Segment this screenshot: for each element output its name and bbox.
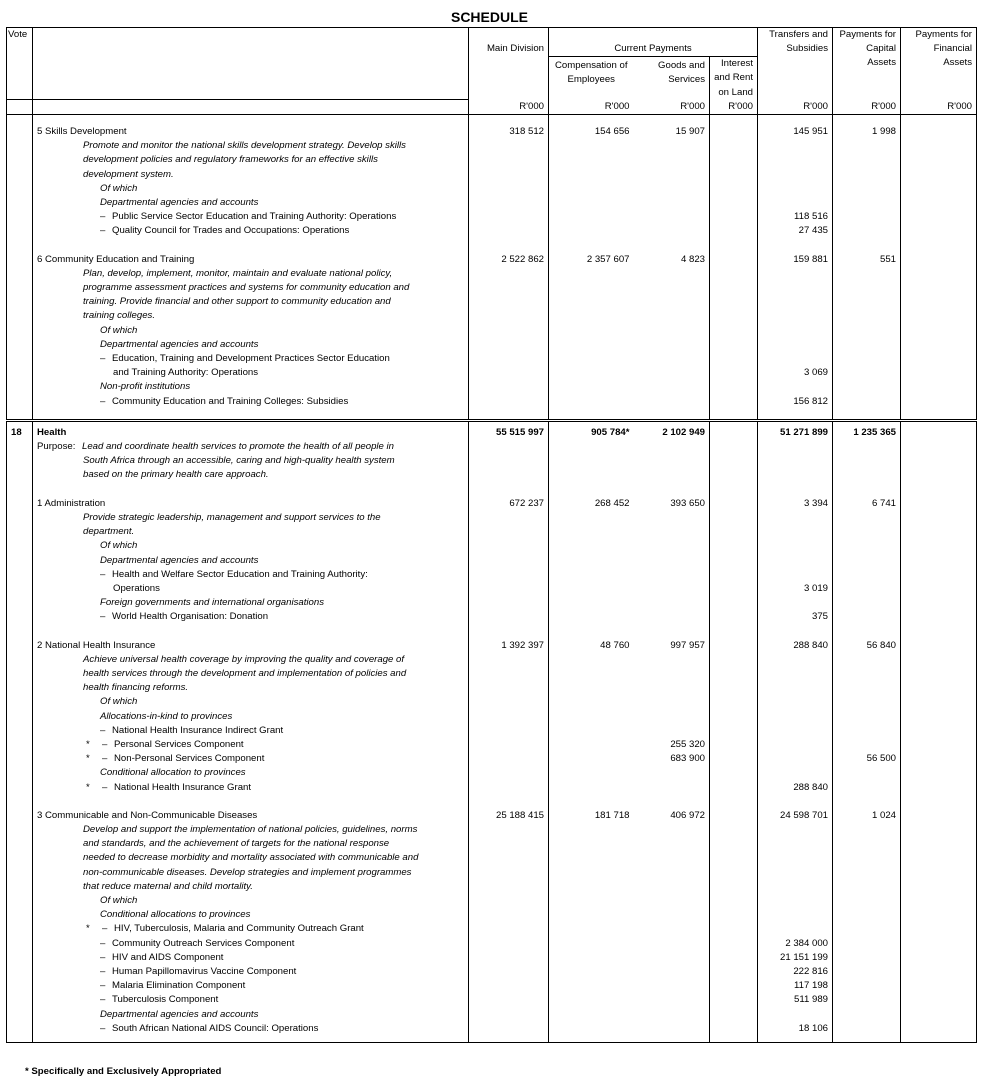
vote-row	[7, 426, 977, 440]
goods-value: 406 972	[670, 809, 705, 821]
table-row	[7, 596, 977, 610]
row-label: Of which	[33, 324, 469, 338]
row-label: development system.	[33, 168, 469, 182]
table-row	[7, 267, 977, 281]
spacer-row	[7, 239, 977, 253]
row-label: Develop and support the implementation of national policies, guidelines, norms	[33, 823, 469, 837]
table-row	[7, 653, 977, 667]
row-label: 6 Community Education and Training	[33, 253, 469, 267]
purpose-label: Purpose:	[37, 441, 76, 453]
row-label: Non-profit institutions	[33, 380, 469, 394]
table-row: – South African National AIDS Council: Operations 18 106	[7, 1022, 977, 1036]
unit-label: R'000	[634, 100, 710, 115]
transfers-value: 24 598 701	[758, 809, 833, 823]
table-row: – Health and Welfare Sector Education and Training Authority:	[7, 568, 977, 582]
table-row	[7, 454, 977, 468]
table-row	[7, 153, 977, 167]
row-label: Community Education and Training Colleges: Subsidies	[112, 395, 349, 407]
row-label: Departmental agencies and accounts	[33, 196, 469, 210]
row-label: Foreign governments and international organisations	[33, 596, 469, 610]
capital-header: Payments for Capital Assets	[833, 28, 901, 100]
goods-value: 4 823	[680, 253, 705, 265]
table-row: * – HIV, Tuberculosis, Malaria and Community Outreach Grant	[7, 922, 977, 936]
table-row: * – National Health Insurance Grant 288 840	[7, 781, 977, 795]
table-row	[7, 695, 977, 709]
capital-value: 56 500	[833, 752, 901, 766]
transfers-value: 511 989	[758, 993, 833, 1007]
financial-header: Payments for Financial Assets	[901, 28, 977, 100]
table-row: – National Health Insurance Indirect Grant	[7, 724, 977, 738]
table-row: – Community Outreach Services Component 2 384 000	[7, 937, 977, 951]
unit-label: R'000	[710, 100, 758, 115]
table-row: * – Personal Services Component 255 320	[7, 738, 977, 752]
main-division-value: 672 237	[469, 497, 549, 511]
row-label: South Africa through an accessible, caring and high-quality health system	[33, 454, 469, 468]
row-label: National Health Insurance Indirect Grant	[112, 724, 284, 736]
spacer-row	[7, 115, 977, 126]
row-label: Conditional allocations to provinces	[33, 908, 469, 922]
row-label: and standards, and the achievement of targets for the national response	[33, 837, 469, 851]
row-label: Departmental agencies and accounts	[33, 338, 469, 352]
transfers-value: 288 840	[758, 781, 833, 795]
capital-value: 1 998	[833, 125, 901, 139]
row-label: development policies and regulatory frameworks for an effective skills	[33, 153, 469, 167]
row-label: programme assessment practices and systems for community education and	[33, 281, 469, 295]
table-row	[7, 468, 977, 482]
appropriation-star: *	[86, 753, 90, 765]
compensation-value: 154 656	[594, 126, 630, 138]
table-row	[7, 366, 977, 380]
table-row	[7, 525, 977, 539]
table-row	[7, 182, 977, 196]
appropriation-star: *	[86, 923, 90, 935]
row-label: Tuberculosis Component	[112, 994, 219, 1006]
spacer-row	[7, 795, 977, 809]
unit-label: R'000	[469, 100, 549, 115]
row-label: Of which	[33, 539, 469, 553]
transfers-value: 3 394	[758, 497, 833, 511]
row-label: non-communicable diseases. Develop strategies and implement programmes	[33, 866, 469, 880]
transfers-value: 3 019	[758, 582, 833, 596]
row-label: Health	[33, 426, 469, 440]
row-label: National Health Insurance Grant	[114, 781, 252, 793]
table-row	[7, 440, 977, 454]
row-label: HIV and AIDS Component	[112, 951, 224, 963]
interest-header: Interest and Rent on Land	[710, 57, 758, 100]
table-row	[7, 823, 977, 837]
row-label: Conditional allocation to provinces	[33, 766, 469, 780]
row-label: 5 Skills Development	[33, 125, 469, 139]
spacer-row	[7, 625, 977, 639]
programme-row	[7, 809, 977, 823]
appropriation-star: *	[86, 781, 90, 793]
unit-label: R'000	[758, 100, 833, 115]
table-row	[7, 1008, 977, 1022]
table-row	[7, 196, 977, 210]
row-label: Education, Training and Development Practices Sector Education	[112, 353, 390, 365]
row-label: Plan, develop, implement, monitor, maintain and evaluate national policy,	[33, 267, 469, 281]
table-row: – Community Education and Training Colleges: Subsidies 156 812	[7, 395, 977, 409]
row-label: Departmental agencies and accounts	[33, 554, 469, 568]
row-label: Provide strategic leadership, management and support services to the	[33, 511, 469, 525]
goods-value: 997 957	[670, 639, 705, 651]
transfers-value: 18 106	[758, 1022, 833, 1036]
compensation-header: Compensation of Employees	[554, 60, 628, 86]
vote-number: 18	[7, 426, 33, 440]
transfers-value: 3 069	[758, 366, 833, 380]
transfers-value: 117 198	[758, 979, 833, 993]
schedule-table	[6, 27, 977, 1043]
row-label: 2 National Health Insurance	[33, 639, 469, 653]
table-row	[7, 281, 977, 295]
row-label: Non-Personal Services Component	[114, 753, 265, 765]
row-label: Of which	[33, 182, 469, 196]
spacer-row	[7, 483, 977, 497]
table-row	[7, 880, 977, 894]
table-row: – Tuberculosis Component 511 989	[7, 993, 977, 1007]
row-label: South African National AIDS Council: Operations	[112, 1022, 319, 1034]
goods-value: 15 907	[675, 126, 705, 138]
table-row: – Education, Training and Development Practices Sector Education	[7, 352, 977, 366]
main-division-value: 2 522 862	[469, 253, 549, 267]
table-row	[7, 894, 977, 908]
row-label: Achieve universal health coverage by improving the quality and coverage of	[33, 653, 469, 667]
transfers-value: 118 516	[758, 210, 833, 224]
compensation-value: 905 784*	[591, 426, 630, 438]
row-label: Public Service Sector Education and Training Authority: Operations	[112, 211, 397, 223]
spacer-row	[7, 409, 977, 421]
capital-value: 551	[833, 253, 901, 267]
transfers-value: 2 384 000	[758, 937, 833, 951]
header-row	[7, 28, 977, 57]
table-row	[7, 168, 977, 182]
compensation-value: 48 760	[600, 639, 630, 651]
capital-value: 1 024	[833, 809, 901, 823]
compensation-value: 181 718	[594, 809, 630, 821]
row-label: Operations	[33, 582, 469, 596]
row-label: Promote and monitor the national skills development strategy. Develop skills	[33, 139, 469, 153]
transfers-value: 222 816	[758, 965, 833, 979]
table-row: – World Health Organisation: Donation 375	[7, 610, 977, 624]
goods-header: Goods and Services	[658, 60, 705, 86]
main-division-value: 1 392 397	[469, 639, 549, 653]
table-row: – Malaria Elimination Component 117 198	[7, 979, 977, 993]
row-label: Of which	[33, 894, 469, 908]
main-division-value: 55 515 997	[469, 426, 549, 440]
row-label: Health and Welfare Sector Education and Training Authority:	[112, 568, 368, 580]
row-label: Personal Services Component	[114, 738, 244, 750]
row-label: Community Outreach Services Component	[112, 937, 295, 949]
table-row: – Human Papillomavirus Vaccine Component 222 816	[7, 965, 977, 979]
programme-row	[7, 639, 977, 653]
goods-value: 683 900	[670, 753, 705, 765]
row-label: 3 Communicable and Non-Communicable Diseases	[33, 809, 469, 823]
row-label: health financing reforms.	[33, 681, 469, 695]
row-label: 1 Administration	[33, 497, 469, 511]
transfers-value: 375	[758, 610, 833, 624]
row-label: health services through the development and implementation of policies and	[33, 667, 469, 681]
table-row	[7, 582, 977, 596]
row-label: HIV, Tuberculosis, Malaria and Community Outreach Grant	[114, 923, 364, 935]
transfers-value: 21 151 199	[758, 951, 833, 965]
unit-label: R'000	[901, 100, 977, 115]
vote-header: Vote	[7, 28, 33, 100]
table-row	[7, 139, 977, 153]
transfers-value: 288 840	[758, 639, 833, 653]
programme-row	[7, 253, 977, 267]
main-division-header: Main Division	[469, 28, 549, 100]
current-payments-header: Current Payments	[549, 28, 758, 57]
row-label: training colleges.	[33, 309, 469, 323]
table-row	[7, 309, 977, 323]
capital-value: 1 235 365	[833, 426, 901, 440]
table-row	[7, 295, 977, 309]
table-row	[7, 837, 977, 851]
transfers-value: 27 435	[758, 224, 833, 238]
transfers-value: 156 812	[758, 395, 833, 409]
capital-value: 56 840	[833, 639, 901, 653]
table-row	[7, 338, 977, 352]
units-row	[7, 100, 977, 115]
goods-value: 393 650	[670, 497, 705, 509]
unit-label: R'000	[833, 100, 901, 115]
table-row: – Quality Council for Trades and Occupations: Operations 27 435	[7, 224, 977, 238]
page-title: SCHEDULE	[450, 9, 528, 25]
footnote: * Specifically and Exclusively Appropriated	[25, 1066, 222, 1077]
table-row: – HIV and AIDS Component 21 151 199	[7, 951, 977, 965]
row-label: World Health Organisation: Donation	[112, 611, 269, 623]
row-label: Malaria Elimination Component	[112, 980, 246, 992]
appropriation-star: *	[86, 738, 90, 750]
compensation-value: 2 357 607	[586, 253, 630, 265]
row-label: training. Provide financial and other support to community education and	[33, 295, 469, 309]
table-row: – Public Service Sector Education and Training Authority: Operations 118 516	[7, 210, 977, 224]
transfers-value: 145 951	[758, 125, 833, 139]
table-row	[7, 380, 977, 394]
table-row	[7, 324, 977, 338]
row-label: based on the primary health care approach.	[33, 468, 469, 482]
programme-row	[7, 497, 977, 511]
table-row	[7, 511, 977, 525]
row-label: Allocations-in-kind to provinces	[33, 710, 469, 724]
row-label: needed to decrease morbidity and mortality associated with communicable and	[33, 851, 469, 865]
transfers-header: Transfers and Subsidies	[758, 28, 833, 100]
row-label: department.	[33, 525, 469, 539]
row-label: Departmental agencies and accounts	[33, 1008, 469, 1022]
programme-row	[7, 125, 977, 139]
row-label: that reduce maternal and child mortality.	[33, 880, 469, 894]
row-label: Of which	[33, 695, 469, 709]
table-row	[7, 766, 977, 780]
table-row	[7, 851, 977, 865]
table-row: * – Non-Personal Services Component 683 900 56 500	[7, 752, 977, 766]
table-row	[7, 554, 977, 568]
table-row	[7, 539, 977, 553]
row-label: and Training Authority: Operations	[33, 366, 469, 380]
transfers-value: 51 271 899	[758, 426, 833, 440]
unit-label: R'000	[549, 100, 634, 115]
main-division-value: 318 512	[469, 125, 549, 139]
goods-value: 255 320	[670, 738, 705, 750]
capital-value: 6 741	[833, 497, 901, 511]
table-row	[7, 908, 977, 922]
main-division-value: 25 188 415	[469, 809, 549, 823]
row-label: Human Papillomavirus Vaccine Component	[112, 965, 297, 977]
transfers-value: 159 881	[758, 253, 833, 267]
row-label: Quality Council for Trades and Occupations: Operations	[112, 225, 350, 237]
compensation-value: 268 452	[594, 497, 630, 509]
table-row	[7, 667, 977, 681]
goods-value: 2 102 949	[662, 426, 705, 438]
table-row	[7, 681, 977, 695]
table-row	[7, 866, 977, 880]
purpose-text: Lead and coordinate health services to promote the health of all people in	[82, 441, 395, 453]
table-row	[7, 710, 977, 724]
